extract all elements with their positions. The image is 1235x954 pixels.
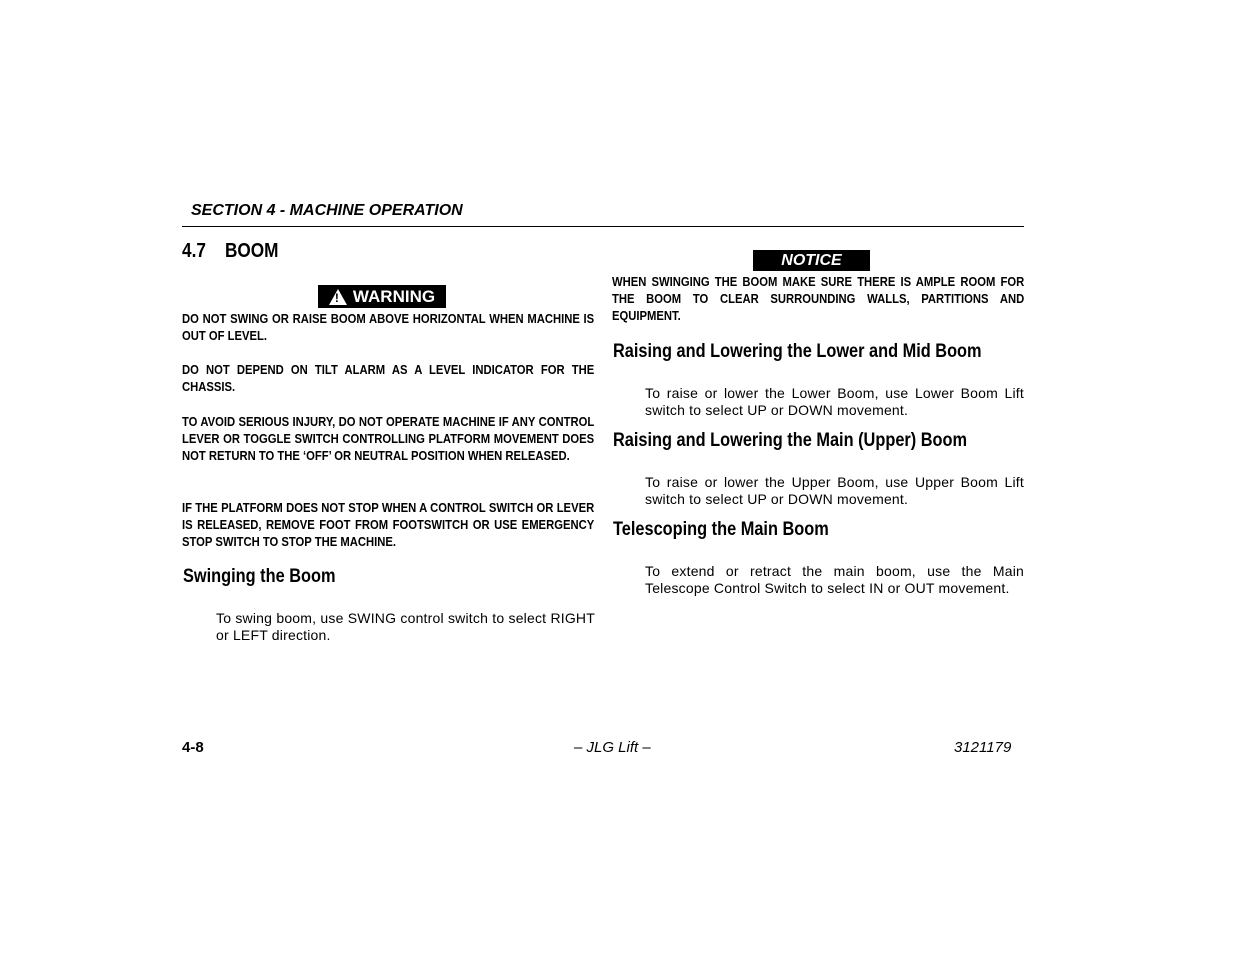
- warning-triangle-icon: [329, 289, 347, 305]
- notice-label: NOTICE: [781, 251, 842, 269]
- main-upper-boom-heading: Raising and Lowering the Main (Upper) Boom: [613, 430, 968, 451]
- warning-paragraph-2: DO NOT DEPEND ON TILT ALARM AS A LEVEL INDICATOR FOR THE CHASSIS.: [182, 363, 595, 394]
- warning-paragraph-4: IF THE PLATFORM DOES NOT STOP WHEN A CONTROL SWITCH OR LEVER IS RELEASED, REMOVE FOOT FROM FOOTSWITCH OR USE EMERGENCY STOP SWITCH TO STOP THE MACHINE.: [182, 501, 595, 549]
- publisher: – JLG Lift –: [574, 739, 651, 756]
- notice-badge: [753, 250, 870, 271]
- section-header: SECTION 4 - MACHINE OPERATION: [191, 202, 463, 219]
- warning-label: WARNING: [352, 286, 436, 306]
- swinging-heading: Swinging the Boom: [183, 566, 336, 587]
- notice-text: WHEN SWINGING THE BOOM MAKE SURE THERE IS AMPLE ROOM FOR THE BOOM TO CLEAR SURROUNDING WALLS, PARTITIONS AND EQUIPMENT.: [612, 275, 1025, 323]
- lower-mid-boom-heading: Raising and Lowering the Lower and Mid Boom: [613, 341, 982, 362]
- header-rule: [182, 226, 1024, 227]
- warning-badge: [318, 285, 446, 308]
- section-title: BOOM: [225, 240, 279, 262]
- telescoping-text: To extend or retract the main boom, use the Main Telescope Control Switch to select IN or OUT movement.: [645, 563, 1024, 596]
- page-number: 4-8: [182, 739, 204, 756]
- document-number: 3121179: [954, 739, 1012, 756]
- section-heading: [182, 240, 279, 263]
- warning-paragraph-3: TO AVOID SERIOUS INJURY, DO NOT OPERATE MACHINE IF ANY CONTROL LEVER OR TOGGLE SWITCH CONTROLLING PLATFORM MOVEMENT DOES NOT RETURN TO THE ‘OFF’ OR NEUTRAL POSITION WHEN RELEASED.: [182, 415, 595, 463]
- lower-mid-boom-text: To raise or lower the Lower Boom, use Lower Boom Lift switch to select UP or DOWN movement.: [645, 385, 1024, 418]
- telescoping-heading: Telescoping the Main Boom: [613, 519, 829, 540]
- warning-paragraph-1: DO NOT SWING OR RAISE BOOM ABOVE HORIZONTAL WHEN MACHINE IS OUT OF LEVEL.: [182, 312, 595, 343]
- section-number: 4.7: [182, 240, 206, 262]
- main-upper-boom-text: To raise or lower the Upper Boom, use Upper Boom Lift switch to select UP or DOWN movement.: [645, 474, 1024, 507]
- swinging-text: To swing boom, use SWING control switch to select RIGHT or LEFT direction.: [216, 610, 595, 643]
